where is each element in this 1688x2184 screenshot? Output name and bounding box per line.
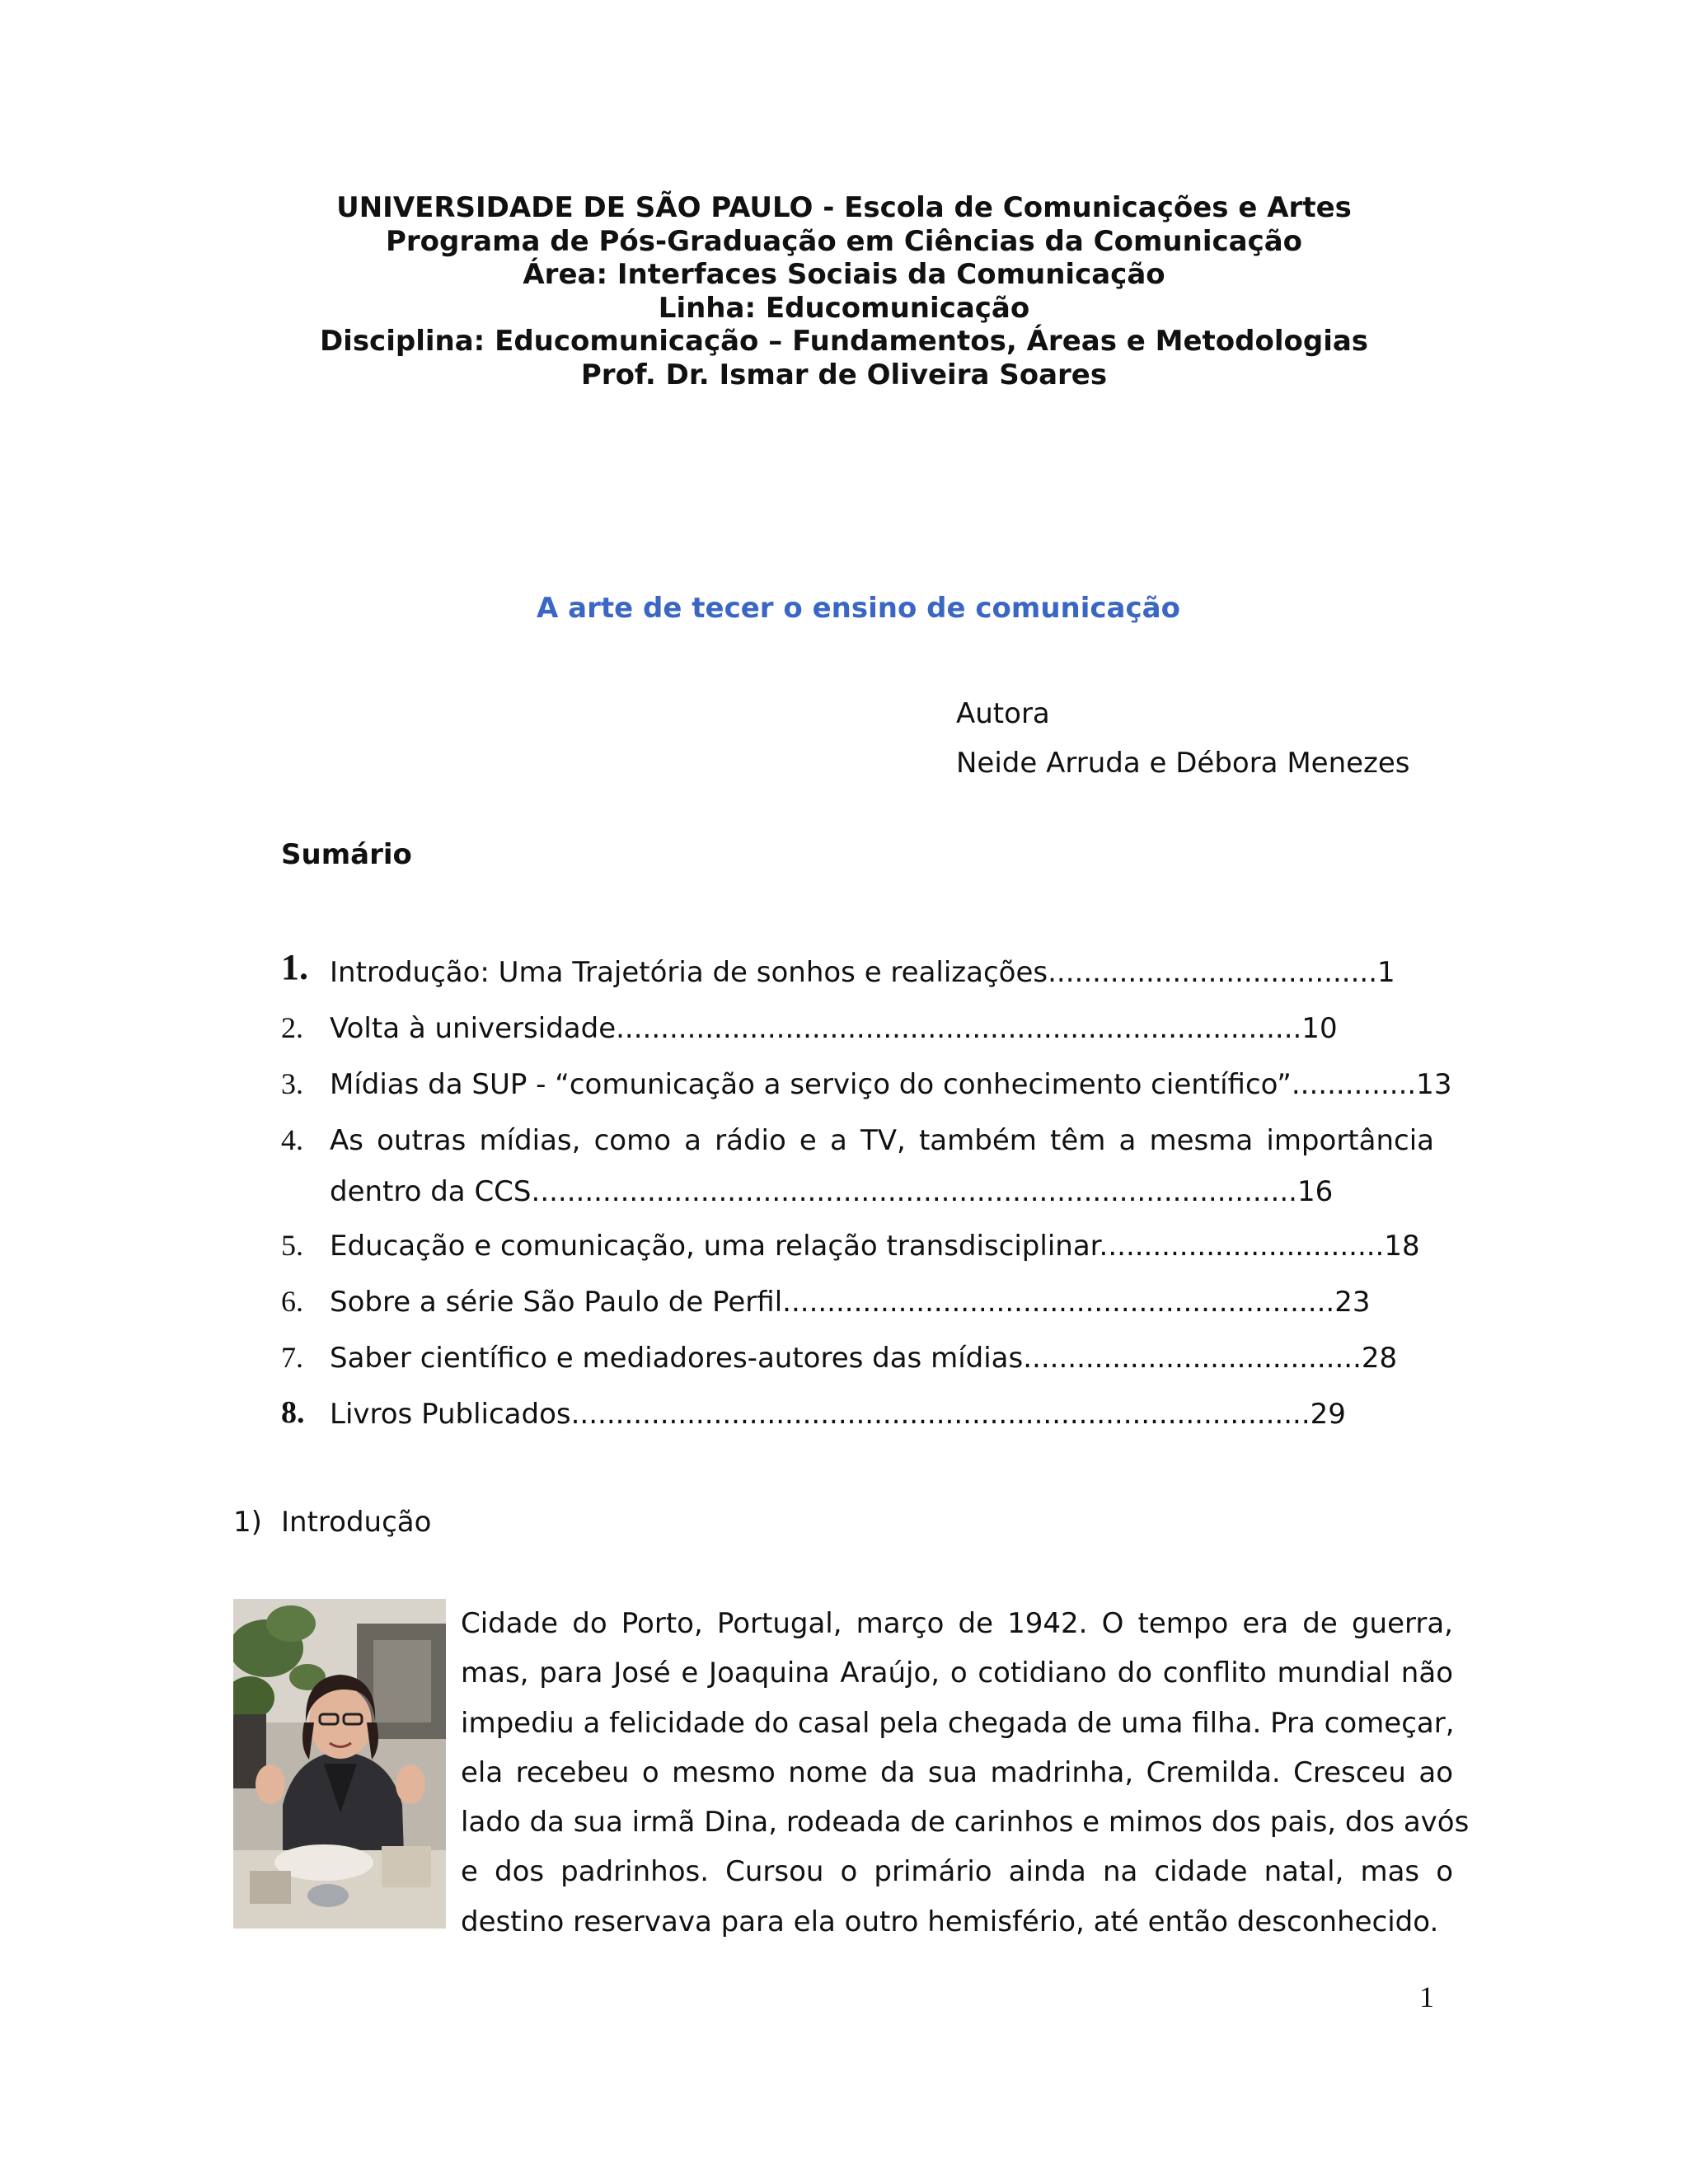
- author-block: [956, 689, 1410, 788]
- paragraph-line: e dos padrinhos. Cursou o primário ainda na cidade natal, mas o: [461, 1855, 1453, 1889]
- toc-item-text: Saber científico e mediadores-autores das mídias......................................28: [330, 1342, 1398, 1375]
- toc-item-text: Sobre a série São Paulo de Perfil..............................................................23: [330, 1286, 1371, 1319]
- paragraph-line: impediu a felicidade do casal pela chegada de uma filha. Pra começar,: [461, 1706, 1455, 1740]
- toc-item-text-continued: dentro da CCS......................................................................................16: [330, 1175, 1334, 1208]
- author-names: Neide Arruda e Débora Menezes: [956, 747, 1410, 780]
- toc-item-number: 5.: [281, 1229, 303, 1262]
- toc-item-number: 7.: [281, 1341, 303, 1374]
- page-number: 1: [1419, 1980, 1434, 2013]
- intro-paragraph: [461, 1599, 1470, 1947]
- toc-item-number: 8.: [281, 1395, 305, 1430]
- author-label: Autora: [956, 697, 1050, 730]
- document-title: A arte de tecer o ensino de comunicação: [537, 592, 1180, 625]
- toc-item-text: Educação e comunicação, uma relação transdisciplinar................................18: [330, 1230, 1420, 1263]
- toc-item-number: 2.: [281, 1011, 303, 1044]
- toc-item-number: 1.: [281, 947, 308, 987]
- paragraph-line: destino reservava para ela outro hemisfério, até então desconhecido.: [461, 1905, 1439, 1938]
- header-line-program: Programa de Pós-Graduação em Ciências da Comunicação: [385, 224, 1303, 258]
- toc-item-number: 3.: [281, 1067, 303, 1100]
- paragraph-line: mas, para José e Joaquina Araújo, o cotidiano do conflito mundial não: [461, 1657, 1453, 1690]
- toc-item-number: 4.: [281, 1123, 303, 1156]
- author-photo: [233, 1599, 446, 1929]
- header-line-university: UNIVERSIDADE DE SÃO PAULO - Escola de Comunicações e Artes: [336, 191, 1352, 224]
- toc-item-text: Mídias da SUP - “comunicação a serviço do conhecimento científico”..............13: [330, 1068, 1452, 1101]
- summary-heading: Sumário: [281, 838, 412, 871]
- paragraph-line: Cidade do Porto, Portugal, março de 1942. O tempo era de guerra,: [461, 1607, 1453, 1640]
- toc-item-text: Livros Publicados...................................................................................29: [330, 1398, 1346, 1431]
- paragraph-line: lado da sua irmã Dina, rodeada de carinhos e mimos dos pais, dos avós: [461, 1806, 1470, 1840]
- toc-item-number: 6.: [281, 1285, 303, 1318]
- toc-item-text: As outras mídias, como a rádio e a TV, também têm a mesma importância: [330, 1124, 1434, 1157]
- toc-item-text: Volta à universidade.............................................................................10: [330, 1012, 1338, 1045]
- section-title: Introdução: [281, 1506, 432, 1539]
- header-line-discipline: Disciplina: Educomunicação – Fundamentos, Áreas e Metodologias: [319, 325, 1369, 358]
- header-line-area: Área: Interfaces Sociais da Comunicação: [523, 258, 1165, 291]
- paragraph-line: ela recebeu o mesmo nome da sua madrinha, Cremilda. Cresceu ao: [461, 1755, 1453, 1789]
- toc-item-text: Introdução: Uma Trajetória de sonhos e realizações.....................................1: [330, 956, 1395, 989]
- header-line-research-line: Linha: Educomunicação: [658, 291, 1030, 325]
- section-heading: [233, 1506, 431, 1539]
- section-number: 1): [233, 1506, 262, 1539]
- header-line-professor: Prof. Dr. Ismar de Oliveira Soares: [580, 358, 1108, 391]
- document-header: [0, 191, 1688, 391]
